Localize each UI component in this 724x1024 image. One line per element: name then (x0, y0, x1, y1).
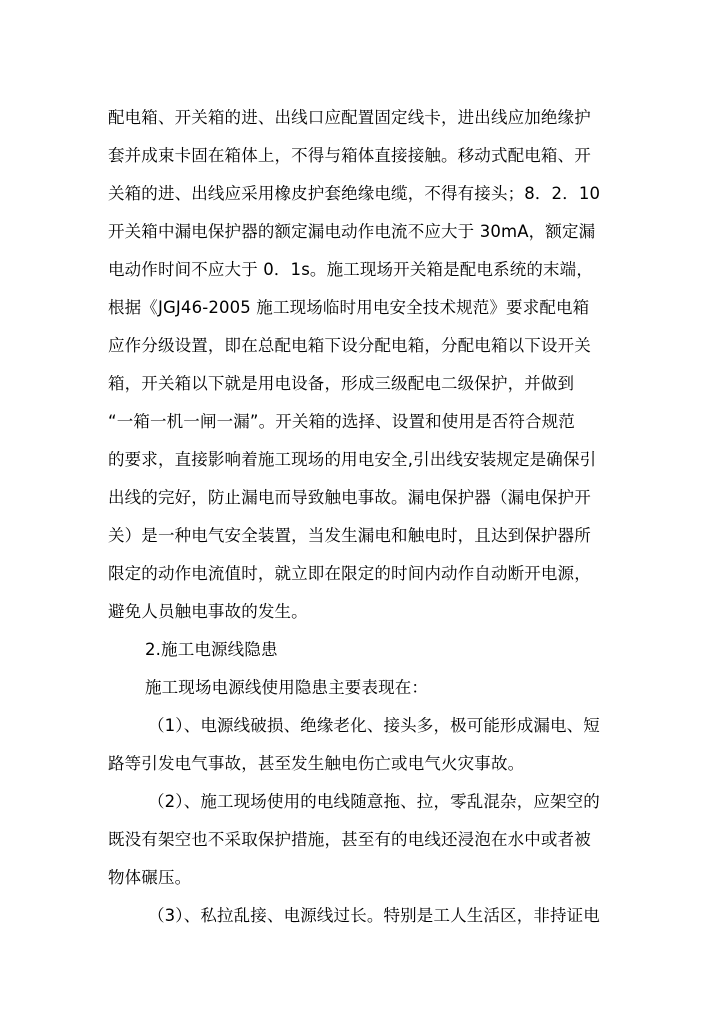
paragraph-line: 开关箱中漏电保护器的额定漏电动作电流不应大于 30mA，额定漏 (108, 222, 596, 241)
paragraph-line: 出线的完好，防止漏电而导致触电事故。漏电保护器（漏电保护开 (108, 488, 591, 507)
paragraph-line: 箱，开关箱以下就是用电设备，形成三级配电二级保护，并做到 (108, 374, 575, 393)
list-item-line: （1）、电源线破损、绝缘老化、接头多，极可能形成漏电、短 (148, 716, 600, 735)
paragraph-line: 限定的动作电流值时，就立即在限定的时间内动作自动断开电源， (108, 564, 591, 583)
paragraph-line: 根据《JGJ46-2005 施工现场临时用电安全技术规范》要求配电箱 (108, 298, 590, 317)
paragraph-line: 避免人员触电事故的发生。 (108, 602, 308, 621)
paragraph-line: 电动作时间不应大于 0．1s。施工现场开关箱是配电系统的末端， (108, 260, 593, 279)
list-item-line: 物体碾压。 (108, 868, 192, 887)
list-item-line: 路等引发电气事故，甚至发生触电伤亡或电气火灾事故。 (108, 754, 525, 773)
section-heading: 2.施工电源线隐患 (145, 640, 278, 659)
paragraph-line: 配电箱、开关箱的进、出线口应配置固定线卡，进出线应加绝缘护 (108, 108, 591, 127)
list-item-line: 既没有架空也不采取保护措施，甚至有的电线还浸泡在水中或者被 (108, 830, 591, 849)
list-item-line: （3）、私拉乱接、电源线过长。特别是工人生活区，非持证电 (148, 906, 600, 925)
paragraph-line: 关箱的进、出线应采用橡皮护套绝缘电缆，不得有接头；8．2．10 (108, 184, 601, 203)
paragraph-line: 套并成束卡固在箱体上，不得与箱体直接接触。移动式配电箱、开 (108, 146, 591, 165)
paragraph-line: 应作分级设置，即在总配电箱下设分配电箱，分配电箱以下设开关 (108, 336, 591, 355)
paragraph-line: 的要求，直接影响着施工现场的用电安全,引出线安装规定是确保引 (108, 450, 597, 469)
paragraph-line: 施工现场电源线使用隐患主要表现在： (145, 678, 429, 697)
list-item-line: （2）、施工现场使用的电线随意拖、拉，零乱混杂，应架空的 (148, 792, 600, 811)
paragraph-line: 关）是一种电气安全装置，当发生漏电和触电时，且达到保护器所 (108, 526, 591, 545)
paragraph-line: “一箱一机一闸一漏”。开关箱的选择、设置和使用是否符合规范 (108, 412, 575, 431)
